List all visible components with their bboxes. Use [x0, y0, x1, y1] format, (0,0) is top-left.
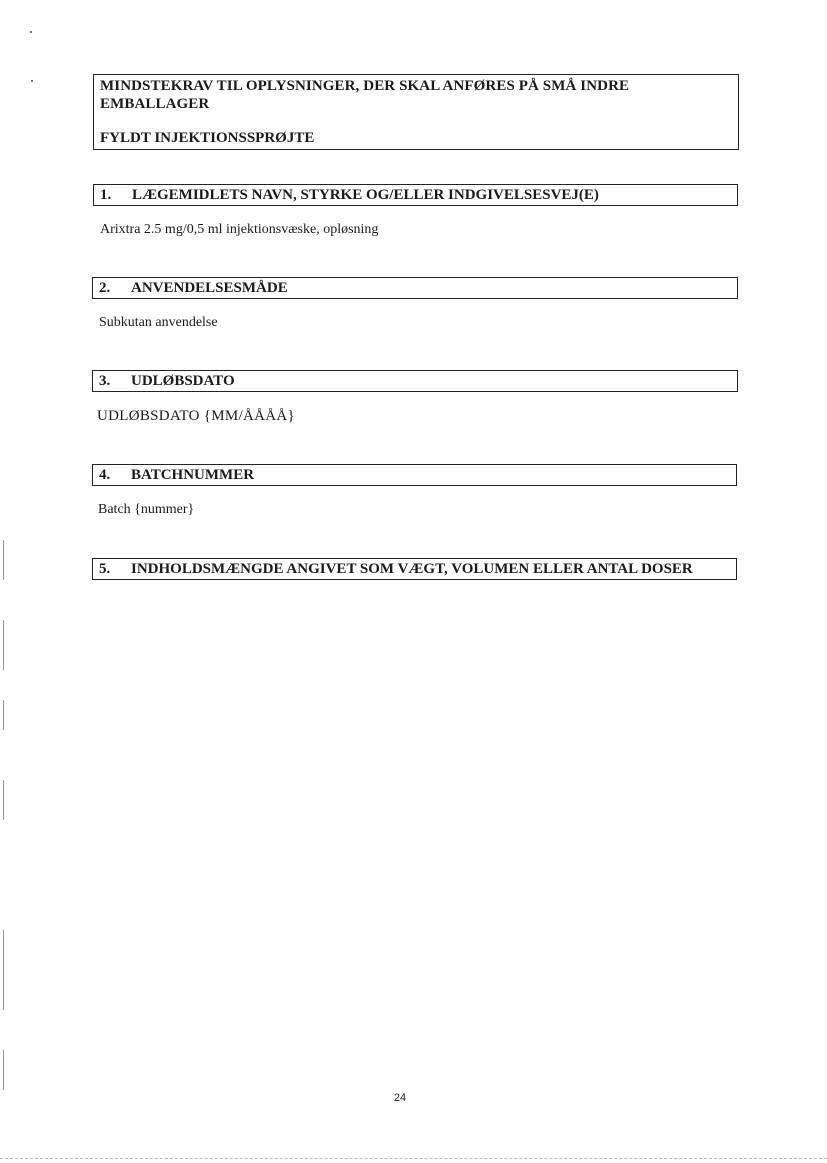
section-3-content: UDLØBSDATO {MM/ÅÅÅÅ}	[97, 408, 296, 424]
scan-bottom-edge	[0, 1158, 827, 1160]
scan-edge-mark	[3, 780, 4, 820]
title-line-1: MINDSTEKRAV TIL OPLYSNINGER, DER SKAL ANFØRES PÅ SMÅ INDRE	[100, 78, 630, 94]
title-box	[93, 74, 739, 150]
section-5-header	[92, 558, 737, 580]
section-3-number: 3.	[99, 373, 111, 389]
scan-speck	[30, 31, 32, 33]
section-5-number: 5.	[99, 561, 111, 577]
section-3-header	[92, 370, 738, 392]
section-2-number: 2.	[99, 280, 111, 296]
section-4-content: Batch {nummer}	[98, 502, 195, 517]
section-1-number: 1.	[100, 187, 112, 203]
scan-edge-mark	[3, 540, 4, 580]
section-2-title: ANVENDELSESMÅDE	[131, 280, 288, 296]
title-subtitle: FYLDT INJEKTIONSSPRØJTE	[100, 130, 315, 146]
scan-edge-mark	[3, 700, 4, 730]
section-4-title: BATCHNUMMER	[131, 467, 255, 483]
section-4-header	[92, 464, 737, 486]
title-line-2: EMBALLAGER	[100, 96, 210, 112]
section-2-content: Subkutan anvendelse	[99, 315, 218, 330]
scan-edge-mark	[3, 620, 4, 670]
section-1-title: LÆGEMIDLETS NAVN, STYRKE OG/ELLER INDGIVELSESVEJ(E)	[132, 187, 599, 203]
section-1-header	[93, 184, 738, 206]
section-1-content: Arixtra 2.5 mg/0,5 ml injektionsvæske, opløsning	[100, 222, 379, 237]
scan-speck	[31, 80, 33, 82]
section-2-header	[92, 277, 738, 299]
section-4-number: 4.	[99, 467, 111, 483]
page-number: 24	[393, 1092, 407, 1104]
scan-edge-mark	[3, 1050, 4, 1090]
section-3-title: UDLØBSDATO	[131, 373, 235, 389]
section-5-title: INDHOLDSMÆNGDE ANGIVET SOM VÆGT, VOLUMEN ELLER ANTAL DOSER	[131, 561, 693, 577]
scan-edge-mark	[3, 930, 4, 1010]
